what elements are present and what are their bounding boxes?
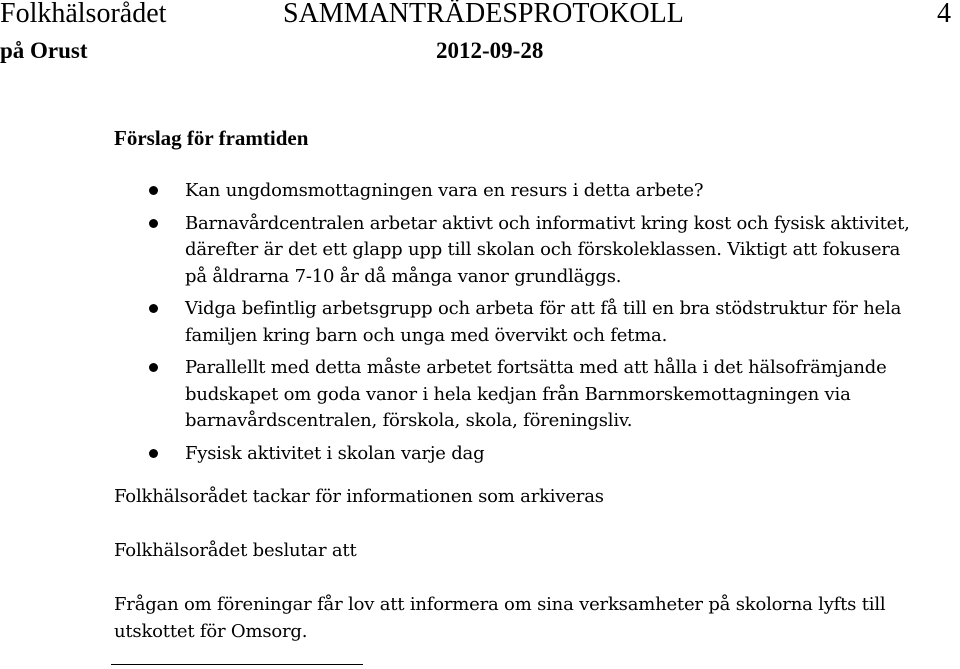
bullet-icon [149,186,158,195]
proposal-list [114,178,914,467]
document-body [114,124,914,642]
bullet-icon [149,363,158,372]
decision-intro-paragraph: Folkhälsorådet beslutar att [114,540,357,561]
list-item [114,296,914,349]
list-item-text: Barnavårdcentralen arbetar aktivt och informativt kring kost och fysisk aktivitet, därefter är det ett glapp upp till skolan och förskoleklassen. Viktigt att fokusera på åldrarna 7-10 år då många vanor grundläggs. [185,212,910,287]
list-item-text: Kan ungdomsmottagningen vara en resurs i detta arbete? [185,180,704,201]
page-number: 4 [937,0,951,29]
list-item-text: Fysisk aktivitet i skolan varje dag [185,442,485,464]
list-item-text: Vidga befintlig arbetsgrupp och arbeta för att få till en bra stödstruktur för hela familjen kring barn och unga med övervikt och fetma. [185,298,902,346]
header-document-type: SAMMANTRÄDESPROTOKOLL [283,0,684,29]
list-item-text: Parallellt med detta måste arbetet fortsätta med att hålla i det hälsofrämjande budskapet om goda vanor i hela kedjan från Barnmorskemottagningen via barnavårdscentralen, förskola, skola, föreningsliv. [185,357,887,431]
thanks-paragraph: Folkhälsorådet tackar för informationen som arkiveras [114,486,604,507]
decision-paragraph: Frågan om föreningar får lov att informera om sina verksamheter på skolorna lyfts till utskottet för Omsorg. [114,594,886,642]
list-item [114,355,914,435]
bullet-icon [149,304,158,313]
bullet-icon [149,219,158,228]
bullet-icon [149,449,158,458]
list-item [114,441,914,468]
section-title: Förslag för framtiden [114,126,309,150]
header-date: 2012-09-28 [436,38,544,63]
list-item [114,178,914,205]
header-organization: Folkhälsorådet [0,0,167,29]
signature-line [111,664,363,665]
list-item [114,211,914,291]
header-organization-sub: på Orust [0,38,88,63]
